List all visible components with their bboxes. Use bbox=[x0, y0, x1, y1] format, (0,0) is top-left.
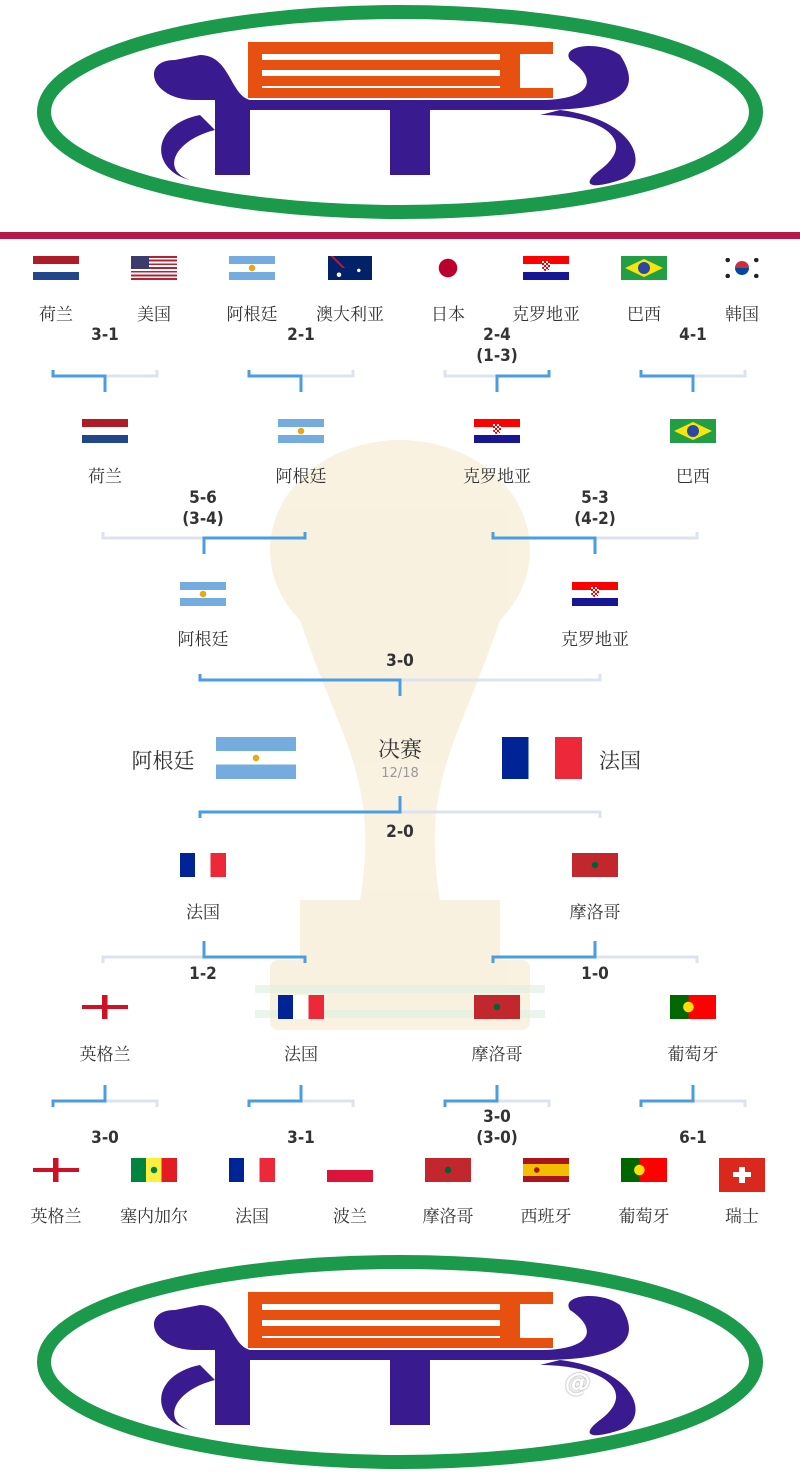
match-score bbox=[581, 964, 609, 985]
flag-icon bbox=[131, 256, 177, 280]
score: 3-0 bbox=[91, 1128, 119, 1148]
flag-icon bbox=[278, 419, 324, 443]
team-name: 克罗地亚 bbox=[512, 305, 580, 325]
team-name: 荷兰 bbox=[39, 305, 73, 325]
final-date: 12/18 bbox=[381, 766, 419, 781]
flag-icon bbox=[82, 419, 128, 443]
team-name: 法国 bbox=[235, 1207, 269, 1227]
score: 3-1 bbox=[287, 1128, 315, 1148]
team-name: 阿根廷 bbox=[177, 630, 229, 650]
team-name: 摩洛哥 bbox=[569, 903, 621, 923]
score: 2-4 bbox=[483, 325, 511, 345]
bracket bbox=[445, 370, 549, 392]
flag-icon bbox=[327, 1158, 373, 1182]
bracket bbox=[493, 532, 697, 554]
flag-icon bbox=[474, 419, 520, 443]
flag-icon bbox=[425, 256, 471, 280]
team-name: 法国 bbox=[186, 903, 220, 923]
team-name: 日本 bbox=[431, 305, 465, 325]
team-name: 波兰 bbox=[333, 1207, 367, 1227]
match-score bbox=[476, 325, 518, 367]
team-name: 摩洛哥 bbox=[471, 1045, 523, 1065]
bracket bbox=[493, 941, 697, 963]
team-name: 阿根廷 bbox=[275, 467, 327, 487]
team-name: 英格兰 bbox=[79, 1045, 131, 1065]
score: 6-1 bbox=[679, 1128, 707, 1148]
bracket bbox=[200, 674, 600, 696]
team-name: 克罗地亚 bbox=[463, 467, 531, 487]
score: 3-1 bbox=[91, 325, 119, 345]
match-score bbox=[476, 1107, 518, 1149]
penalty-score: (4-2) bbox=[574, 509, 616, 529]
bracket bbox=[200, 796, 600, 818]
flag-icon bbox=[131, 1158, 177, 1182]
score: 5-6 bbox=[189, 488, 217, 508]
flag-icon bbox=[278, 995, 324, 1019]
score: 2-1 bbox=[287, 325, 315, 345]
flag-icon bbox=[216, 737, 296, 779]
flag-icon bbox=[229, 1158, 275, 1182]
score: 3-0 bbox=[483, 1107, 511, 1127]
flag-icon bbox=[33, 1158, 79, 1182]
score: 1-0 bbox=[581, 964, 609, 984]
final-team-right-name: 法国 bbox=[599, 749, 641, 773]
bracket bbox=[53, 1085, 157, 1107]
match-score bbox=[287, 1128, 315, 1149]
match-score bbox=[182, 488, 224, 530]
sf-score: 3-0 bbox=[386, 651, 414, 671]
score: 4-1 bbox=[679, 325, 707, 345]
bracket bbox=[103, 532, 305, 554]
flag-icon bbox=[180, 853, 226, 877]
match-score bbox=[287, 325, 315, 346]
flag-icon bbox=[180, 582, 226, 606]
flag-icon bbox=[572, 582, 618, 606]
match-score bbox=[574, 488, 616, 530]
team-name: 摩洛哥 bbox=[422, 1207, 474, 1227]
team-name: 瑞士 bbox=[725, 1207, 759, 1227]
flag-icon bbox=[33, 256, 79, 280]
flag-icon bbox=[621, 256, 667, 280]
team-name: 塞内加尔 bbox=[120, 1207, 188, 1227]
match-score bbox=[679, 325, 707, 346]
bracket bbox=[103, 941, 305, 963]
team-name: 阿根廷 bbox=[226, 305, 278, 325]
flag-icon bbox=[719, 1158, 765, 1192]
flag-icon bbox=[719, 256, 765, 280]
final-team-left-name: 阿根廷 bbox=[131, 749, 195, 773]
sf-score: 2-0 bbox=[386, 822, 414, 842]
penalty-score: (3-4) bbox=[182, 509, 224, 529]
logo-bottom bbox=[0, 1250, 800, 1480]
penalty-score: (3-0) bbox=[476, 1128, 518, 1148]
flag-icon bbox=[572, 853, 618, 877]
team-name: 葡萄牙 bbox=[667, 1045, 719, 1065]
team-name: 葡萄牙 bbox=[618, 1207, 670, 1227]
bracket bbox=[641, 370, 745, 392]
bracket bbox=[53, 370, 157, 392]
flag-icon bbox=[670, 995, 716, 1019]
match-score bbox=[679, 1128, 707, 1149]
bracket bbox=[249, 1085, 353, 1107]
match-score bbox=[91, 1128, 119, 1149]
watermark-text: @ bbox=[565, 1368, 591, 1398]
team-name: 巴西 bbox=[676, 467, 710, 487]
bracket bbox=[445, 1085, 549, 1107]
final-title: 决赛 bbox=[377, 738, 423, 763]
flag-icon bbox=[328, 256, 372, 280]
bracket bbox=[249, 370, 353, 392]
team-name: 英格兰 bbox=[30, 1207, 82, 1227]
flag-icon bbox=[229, 256, 275, 280]
team-name: 澳大利亚 bbox=[316, 305, 384, 325]
score: 1-2 bbox=[189, 964, 217, 984]
flag-icon bbox=[523, 256, 569, 280]
flag-icon bbox=[621, 1158, 667, 1182]
team-name: 巴西 bbox=[627, 305, 661, 325]
team-name: 韩国 bbox=[725, 305, 759, 325]
flag-icon bbox=[670, 419, 716, 443]
flag-icon bbox=[502, 737, 582, 779]
flag-icon bbox=[82, 995, 128, 1019]
team-name: 荷兰 bbox=[88, 467, 122, 487]
team-name: 美国 bbox=[137, 305, 171, 325]
score: 5-3 bbox=[581, 488, 609, 508]
flag-icon bbox=[425, 1158, 471, 1182]
match-score bbox=[91, 325, 119, 346]
team-name: 法国 bbox=[284, 1045, 318, 1065]
penalty-score: (1-3) bbox=[476, 346, 518, 366]
flag-icon bbox=[523, 1158, 569, 1182]
match-score bbox=[189, 964, 217, 985]
team-name: 西班牙 bbox=[520, 1207, 572, 1227]
bracket bbox=[641, 1085, 745, 1107]
team-name: 克罗地亚 bbox=[561, 630, 629, 650]
flag-icon bbox=[474, 995, 520, 1019]
